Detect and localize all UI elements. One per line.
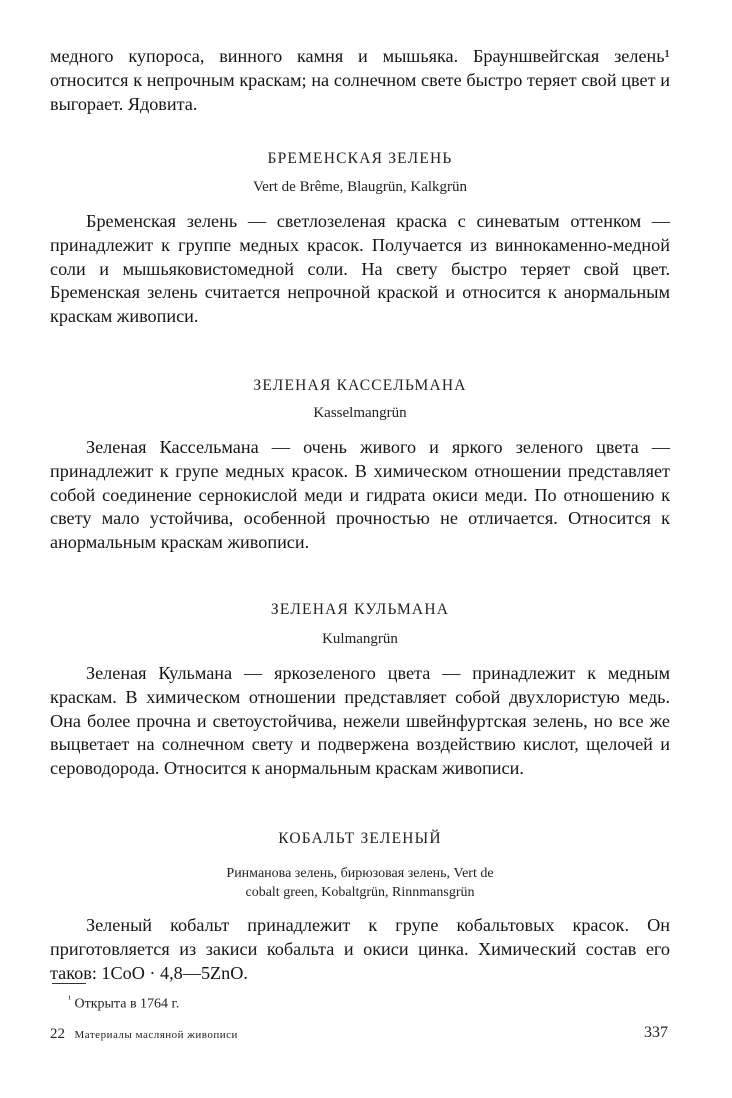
paragraph-kulman <box>50 662 670 781</box>
signature-number: 22 <box>50 1026 65 1042</box>
paragraph-text: Бременская зелень — светлозеленая краска с синеватым оттенком — принадлежит к группе медных красок. Получается из виннокаменно-медной соли и мышьяковистомедной соли. На свету быстро теряет свой цвет. Бременская зелень считается непрочной краской и относится к анормальным краскам живописи. <box>50 211 670 327</box>
section-subtitle-kassel: Kasselmangrün <box>313 405 407 421</box>
printer-signature <box>50 1026 238 1043</box>
paragraph-text: медного купороса, винного камня и мышьяка. Брауншвейгская зелень¹ относится к непрочным краскам; на солнечном свете быстро теряет свой цвет и выгорает. Ядовита. <box>50 46 670 114</box>
footnote-text: Открыта в 1764 г. <box>74 996 180 1012</box>
paragraph-text: Зеленая Кассельмана — очень живого и яркого зеленого цвета — принадлежит к групе медных красок. В химическом отношении представляет собой соединение сернокислой меди и гидрата окиси меди. По отношению к свету мало устойчива, особенной прочностью не отличается. Относится к анормальным краскам живописи. <box>50 437 670 553</box>
section-subtitle-kulman: Kulmangrün <box>322 631 398 647</box>
section-subtitle-bremen: Vert de Brême, Blaugrün, Kalkgrün <box>252 179 468 195</box>
footnote <box>68 994 179 1013</box>
paragraph-cobalt <box>50 914 670 985</box>
footnote-mark: ¹ <box>68 994 71 1005</box>
section-title-cobalt: КОБАЛЬТ ЗЕЛЕНЫЙ <box>278 830 442 847</box>
paragraph-bremen <box>50 210 670 329</box>
section-title-kassel: ЗЕЛЕНАЯ КАССЕЛЬМАНА <box>253 377 467 394</box>
paragraph-text: Зеленая Кульмана — яркозеленого цвета — принадлежит к медным краскам. В химическом отношении представляет собой двухлористую медь. Она более прочна и светоустойчива, нежели швейнфуртская зелень, но все же выцветает на солнечном свету и подвержена воздействию кислот, щелочей и сероводорода. Относится к анормальным краскам живописи. <box>50 663 670 779</box>
paragraph-brunswick-continuation <box>50 45 670 116</box>
paragraph-text: Зеленый кобальт принадлежит к групе кобальтовых красок. Он приготовляется из закиси кобальта и окиси цинка. Химический состав его таков: 1СоО · 4,8—5ZnО. <box>50 915 670 983</box>
signature-label: Материалы масляной живописи <box>74 1029 238 1041</box>
section-subtitle-cobalt-line2: cobalt green, Kobaltgrün, Rinnmansgrün <box>245 885 475 900</box>
section-title-bremen: БРЕМЕНСКАЯ ЗЕЛЕНЬ <box>267 150 453 167</box>
section-title-kulman: ЗЕЛЕНАЯ КУЛЬМАНА <box>270 601 450 618</box>
section-subtitle-cobalt-line1: Ринманова зелень, бирюзовая зелень, Vert de <box>226 866 494 881</box>
paragraph-kassel <box>50 436 670 555</box>
footnote-divider <box>52 983 86 984</box>
page-number: 337 <box>644 1024 668 1041</box>
